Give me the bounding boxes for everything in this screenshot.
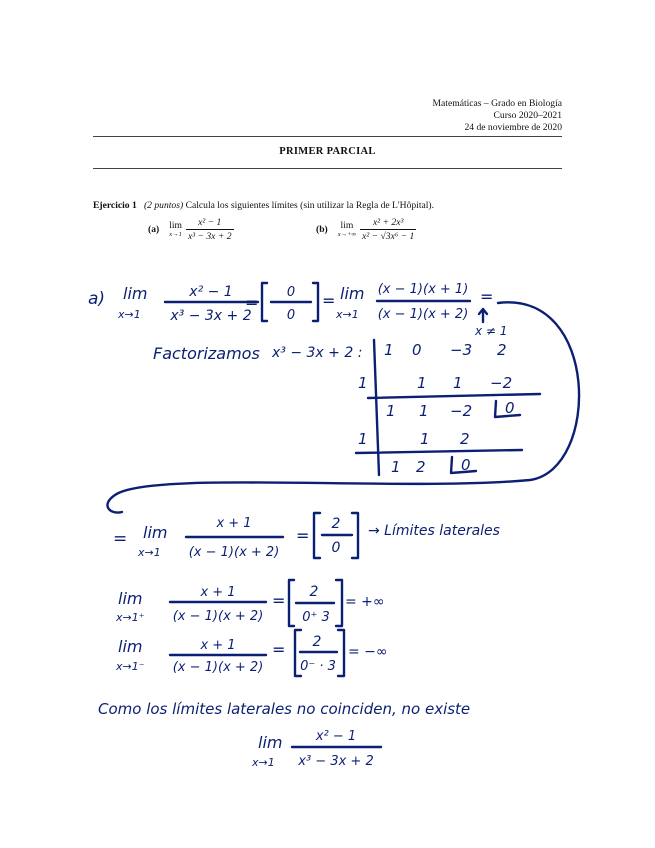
- hw-coeff-3: −3: [450, 341, 473, 359]
- part-b-denominator: x² − √3x⁶ − 1: [362, 231, 415, 242]
- hw-lim-2: lim: [340, 284, 365, 303]
- hw-lateral-note: → Límites laterales: [368, 523, 500, 539]
- hw-lim-3: lim: [143, 523, 168, 542]
- hw-row1-2: 1: [453, 374, 463, 392]
- part-b-limit: lim x→+∞: [337, 220, 357, 238]
- hw-res1-4: 0: [505, 399, 515, 417]
- hw-lim-2-sub: x→1: [336, 308, 359, 321]
- hw-root-1: 1: [358, 374, 368, 392]
- header-subject: Matemáticas – Grado en Biología: [432, 98, 562, 109]
- hw-eq-7: =: [272, 640, 286, 659]
- hw-lim-plus: lim: [118, 589, 143, 608]
- hw-coeff-2: 0: [412, 341, 422, 359]
- hw-coeff-1: 1: [384, 341, 394, 359]
- hw-row1-3: −2: [490, 374, 513, 392]
- hw-num-1: x² − 1: [189, 284, 233, 300]
- hw-eq-6: =: [272, 591, 286, 610]
- hw-num-4: x + 1: [200, 585, 236, 600]
- exam-title: PRIMER PARCIAL: [279, 146, 376, 157]
- hw-res1-2: 1: [419, 402, 429, 420]
- hw-coeff-4: 2: [497, 341, 507, 359]
- hw-lim-final-sub: x→1: [252, 756, 275, 769]
- hw-eq-5: =: [296, 526, 310, 545]
- hw-den-2: (x − 1)(x + 2): [377, 307, 469, 322]
- hw-ind4-num: 2: [312, 634, 322, 650]
- hw-den-5: (x − 1)(x + 2): [172, 660, 264, 675]
- hw-row2-1: 1: [420, 430, 430, 448]
- hw-root-2: 1: [358, 430, 368, 448]
- hw-lim-3-sub: x→1: [138, 546, 161, 559]
- hw-num-5: x + 1: [200, 638, 236, 653]
- hw-lim-1-sub: x→1: [118, 308, 141, 321]
- hw-ind3-num: 2: [309, 584, 319, 600]
- hw-ind2-den: 0: [331, 540, 341, 556]
- hw-conclusion: Como los límites laterales no coinciden, no existe: [98, 700, 471, 718]
- part-a-denominator: x³ − 3x + 2: [187, 231, 232, 242]
- hw-row2-2: 2: [460, 430, 470, 448]
- part-a-numerator: x² − 1: [198, 217, 222, 228]
- hw-ind4-den: 0⁻ · 3: [300, 659, 336, 674]
- hw-res2-2: 2: [416, 458, 426, 476]
- hw-eq-2: =: [322, 291, 336, 310]
- hw-den-3: (x − 1)(x + 2): [188, 545, 280, 560]
- hw-res2-3: 0: [461, 456, 471, 474]
- hw-lim-plus-sub: x→1⁺: [116, 611, 145, 624]
- hw-final-den: x³ − 3x + 2: [298, 754, 374, 769]
- hw-x-neq-1: x ≠ 1: [475, 324, 508, 338]
- header-date: 24 de noviembre de 2020: [464, 122, 562, 133]
- hw-row1-1: 1: [417, 374, 427, 392]
- hw-result-minus: = −∞: [348, 644, 388, 660]
- hw-result-plus: = +∞: [345, 594, 385, 610]
- hw-eq-1: =: [245, 293, 259, 312]
- hw-ind-den: 0: [286, 308, 296, 323]
- hw-lim-minus: lim: [118, 637, 143, 656]
- hw-eq-3: =: [480, 287, 494, 306]
- part-a-letter: (a): [148, 224, 160, 235]
- hw-res1-1: 1: [386, 402, 396, 420]
- exercise-text: Calcula los siguientes límites (sin utilizar la Regla de L'Hôpital).: [185, 200, 435, 211]
- exercise-points: (2 puntos): [143, 200, 184, 211]
- header-course: Curso 2020–2021: [493, 110, 562, 121]
- hw-lim-final: lim: [258, 733, 283, 752]
- hw-num-2: (x − 1)(x + 1): [377, 282, 469, 297]
- part-b-letter: (b): [316, 224, 328, 235]
- hw-lim-minus-sub: x→1⁻: [116, 660, 145, 673]
- hw-ind-num: 0: [286, 285, 296, 300]
- part-a-limit: lim x→1: [169, 220, 182, 238]
- hw-ind2-num: 2: [331, 516, 341, 532]
- hw-res2-1: 1: [391, 458, 401, 476]
- hw-den-4: (x − 1)(x + 2): [172, 609, 264, 624]
- part-b-numerator: x² + 2x³: [373, 217, 404, 228]
- hw-factor-label: Factorizamos: [153, 344, 260, 363]
- hw-final-num: x² − 1: [315, 729, 357, 744]
- hw-factor-expr: x³ − 3x + 2 :: [272, 345, 363, 361]
- hw-res1-3: −2: [450, 402, 473, 420]
- hw-part-label: a): [88, 289, 106, 309]
- hw-den-1: x³ − 3x + 2: [170, 308, 252, 324]
- hw-num-3: x + 1: [216, 516, 252, 531]
- hw-eq-4: =: [113, 529, 128, 549]
- hw-lim-1: lim: [123, 284, 148, 303]
- hw-ind3-den: 0⁺ 3: [302, 610, 330, 625]
- exercise-label: Ejercicio 1: [93, 200, 137, 211]
